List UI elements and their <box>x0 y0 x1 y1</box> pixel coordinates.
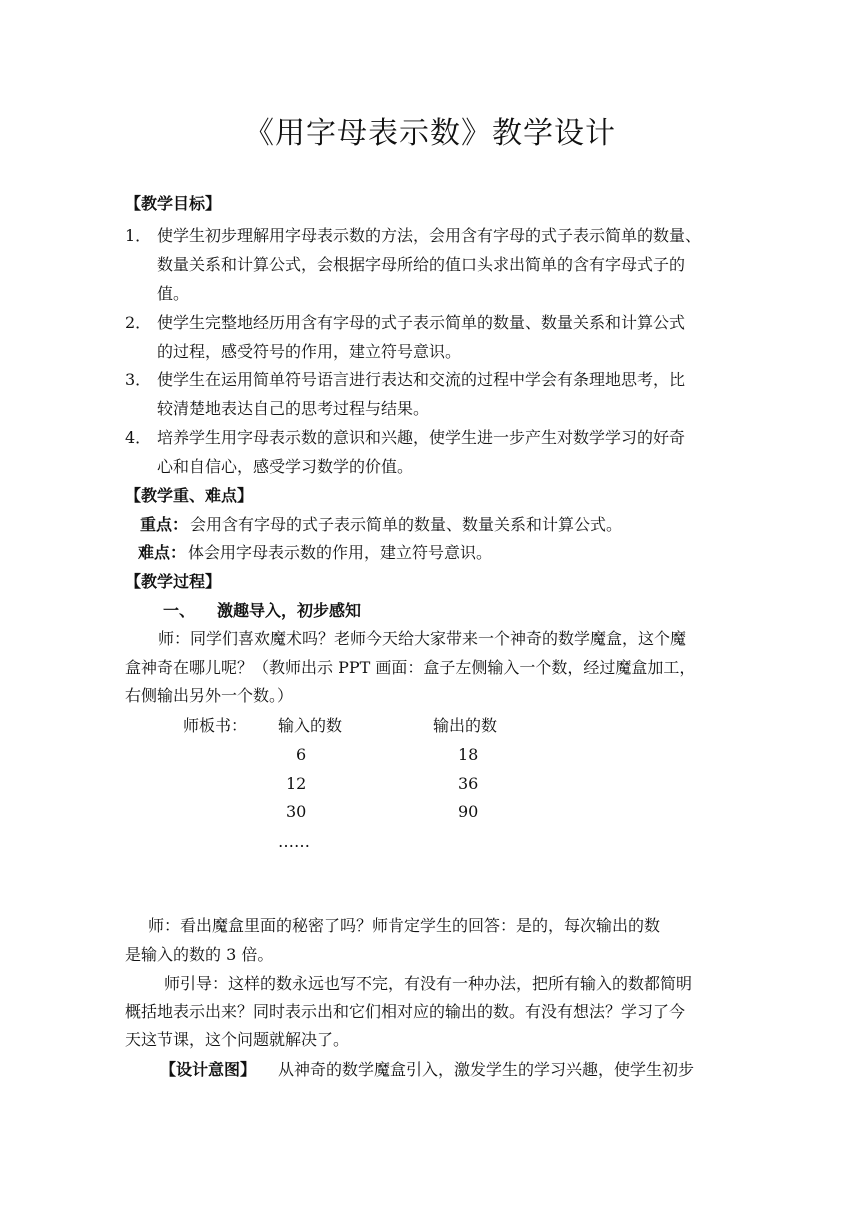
objective-line: 数量关系和计算公式，会根据字母所给的值口头求出简单的含有字母式子的 <box>157 255 686 274</box>
objective-line: 较清楚地表达自己的思考过程与结果。 <box>157 399 430 418</box>
process-heading: 【教学过程】 <box>125 572 222 591</box>
focus-label: 重点： <box>140 515 189 534</box>
objective-number: 1． <box>125 226 152 245</box>
board-output-value: 18 <box>458 745 479 764</box>
objective-line: 使学生在运用简单符号语言进行表达和交流的过程中学会有条理地思考，比 <box>157 370 686 389</box>
objective-line: 的过程，感受符号的作用，建立符号意识。 <box>157 342 462 361</box>
board-output-value: 90 <box>458 802 479 821</box>
objective-line: 值。 <box>157 284 190 303</box>
paragraph-line: 天这节课，这个问题就解决了。 <box>125 1030 350 1049</box>
document-title: 《用字母表示数》教学设计 <box>244 116 616 151</box>
board-column-input: 输入的数 <box>278 716 343 735</box>
objectives-heading: 【教学目标】 <box>125 194 222 213</box>
paragraph-line: 师：看出魔盒里面的秘密了吗？师肯定学生的回答：是的，每次输出的数 <box>148 916 661 935</box>
objective-number: 2． <box>125 313 152 332</box>
paragraph-line: 概括地表示出来？同时表示出和它们相对应的输出的数。有没有想法？学习了今 <box>125 1002 686 1021</box>
objective-line: 培养学生用字母表示数的意识和兴趣，使学生进一步产生对数学学习的好奇 <box>157 428 686 447</box>
paragraph-line: 师引导：这样的数永远也写不完，有没有一种办法，把所有输入的数都简明 <box>164 974 693 993</box>
objective-number: 4． <box>125 428 152 447</box>
paragraph-line: 盒神奇在哪儿呢？（教师出示 PPT 画面：盒子左侧输入一个数，经过魔盒加工， <box>125 658 696 677</box>
difficulty-label: 难点： <box>138 543 187 562</box>
board-output-value: 36 <box>458 774 479 793</box>
board-column-output: 输出的数 <box>433 716 498 735</box>
difficulty-text: 体会用字母表示数的作用，建立符号意识。 <box>188 543 493 562</box>
board-input-value: 12 <box>286 774 307 793</box>
focus-text: 会用含有字母的式子表示简单的数量、数量关系和计算公式。 <box>190 515 623 534</box>
board-ellipsis: …… <box>278 832 310 851</box>
objective-number: 3． <box>125 370 152 389</box>
paragraph-line: 师：同学们喜欢魔术吗？老师今天给大家带来一个神奇的数学魔盒，这个魔 <box>158 629 687 648</box>
design-intent-label: 【设计意图】 <box>160 1060 257 1079</box>
objective-line: 使学生初步理解用字母表示数的方法，会用含有字母的式子表示简单的数量、 <box>157 226 702 245</box>
section-number: 一、 <box>163 601 196 620</box>
design-intent-text: 从神奇的数学魔盒引入，激发学生的学习兴趣，使学生初步 <box>278 1060 695 1079</box>
key-points-heading: 【教学重、难点】 <box>125 486 254 505</box>
paragraph-line: 右侧输出另外一个数。） <box>125 686 294 705</box>
board-input-value: 30 <box>286 802 307 821</box>
section-title: 激趣导入，初步感知 <box>217 601 362 620</box>
objective-line: 使学生完整地经历用含有字母的式子表示简单的数量、数量关系和计算公式 <box>157 313 686 332</box>
board-label: 师板书： <box>183 716 248 735</box>
paragraph-line: 是输入的数的 3 倍。 <box>125 945 274 964</box>
objective-line: 心和自信心，感受学习数学的价值。 <box>157 457 414 476</box>
board-input-value: 6 <box>296 745 307 764</box>
